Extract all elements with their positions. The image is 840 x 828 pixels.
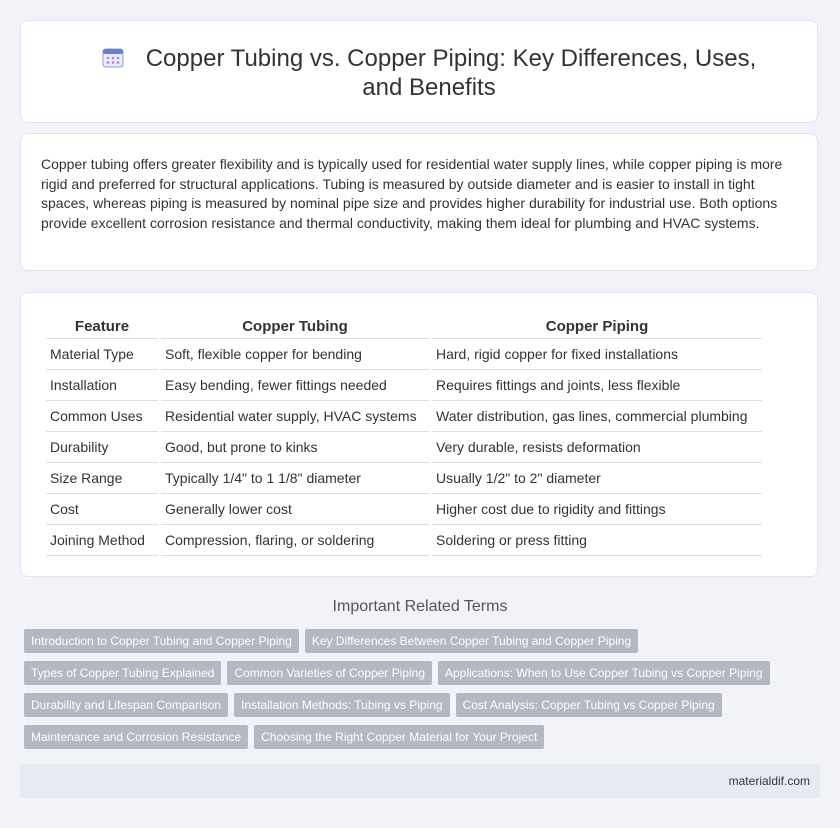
table-cell: Size Range bbox=[46, 463, 158, 494]
related-term-tag[interactable]: Installation Methods: Tubing vs Piping bbox=[234, 693, 449, 717]
related-term-tag[interactable]: Maintenance and Corrosion Resistance bbox=[24, 725, 248, 749]
table-cell: Residential water supply, HVAC systems bbox=[161, 401, 429, 432]
footer-site-link[interactable]: materialdif.com bbox=[728, 774, 810, 788]
table-cell: Cost bbox=[46, 494, 158, 525]
table-cell: Installation bbox=[46, 370, 158, 401]
related-term-tag[interactable]: Types of Copper Tubing Explained bbox=[24, 661, 221, 685]
related-term-tag[interactable]: Common Varieties of Copper Piping bbox=[227, 661, 432, 685]
header-card bbox=[20, 20, 818, 123]
footer bbox=[20, 764, 820, 798]
table-cell: Generally lower cost bbox=[161, 494, 429, 525]
header-copper-tubing: Copper Tubing bbox=[161, 314, 429, 339]
table-cell: Higher cost due to rigidity and fittings bbox=[432, 494, 762, 525]
related-term-tag[interactable]: Applications: When to Use Copper Tubing vs Copper Piping bbox=[438, 661, 770, 685]
related-term-tag[interactable]: Introduction to Copper Tubing and Copper Piping bbox=[24, 629, 299, 653]
tag-row bbox=[24, 725, 824, 757]
page-title-wrap bbox=[81, 44, 777, 102]
table-cell: Compression, flaring, or soldering bbox=[161, 525, 429, 556]
header-copper-piping: Copper Piping bbox=[432, 314, 762, 339]
table-cell: Soldering or press fitting bbox=[432, 525, 762, 556]
table-row bbox=[46, 494, 762, 525]
table-row bbox=[46, 370, 762, 401]
tag-row bbox=[24, 693, 824, 725]
table-cell: Typically 1/4" to 1 1/8" diameter bbox=[161, 463, 429, 494]
table-header-row bbox=[46, 314, 762, 339]
page-title: Copper Tubing vs. Copper Piping: Key Differences, Uses, and Benefits bbox=[145, 45, 757, 101]
table-row bbox=[46, 432, 762, 463]
table-cell: Requires fittings and joints, less flexible bbox=[432, 370, 762, 401]
related-term-tag[interactable]: Choosing the Right Copper Material for Your Project bbox=[254, 725, 544, 749]
related-term-tag[interactable]: Key Differences Between Copper Tubing and Copper Piping bbox=[305, 629, 638, 653]
table-cell: Soft, flexible copper for bending bbox=[161, 339, 429, 370]
table-cell: Usually 1/2" to 2" diameter bbox=[432, 463, 762, 494]
table-row bbox=[46, 401, 762, 432]
calendar-icon bbox=[102, 46, 124, 68]
table-cell: Durability bbox=[46, 432, 158, 463]
table-cell: Hard, rigid copper for fixed installations bbox=[432, 339, 762, 370]
related-term-tag[interactable]: Cost Analysis: Copper Tubing vs Copper Piping bbox=[456, 693, 722, 717]
table-cell: Joining Method bbox=[46, 525, 158, 556]
table-row bbox=[46, 525, 762, 556]
summary-card bbox=[20, 133, 818, 271]
table-row bbox=[46, 339, 762, 370]
comparison-table-card bbox=[20, 292, 818, 577]
table-cell: Material Type bbox=[46, 339, 158, 370]
summary-text: Copper tubing offers greater flexibility and is typically used for residential water supply lines, while copper piping is more rigid and preferred for structural applications. Tubing is measured by outside diameter and is easier to install in tight spaces, whereas piping is measured by nominal pipe size and provides higher durability for industrial use. Both options provide excellent corrosion resistance and thermal conductivity, making them ideal for plumbing and HVAC systems. bbox=[41, 156, 783, 231]
table-cell: Very durable, resists deformation bbox=[432, 432, 762, 463]
related-terms-title: Important Related Terms bbox=[332, 598, 508, 615]
header-feature: Feature bbox=[46, 314, 158, 339]
related-term-tag[interactable]: Durability and Lifespan Comparison bbox=[24, 693, 228, 717]
table-cell: Good, but prone to kinks bbox=[161, 432, 429, 463]
table-row bbox=[46, 463, 762, 494]
table-cell: Easy bending, fewer fittings needed bbox=[161, 370, 429, 401]
tag-row bbox=[24, 629, 824, 661]
table-cell: Water distribution, gas lines, commercial plumbing bbox=[432, 401, 762, 432]
related-terms-tags bbox=[24, 629, 824, 757]
tag-row bbox=[24, 661, 824, 693]
table-cell: Common Uses bbox=[46, 401, 158, 432]
comparison-table bbox=[43, 314, 765, 556]
